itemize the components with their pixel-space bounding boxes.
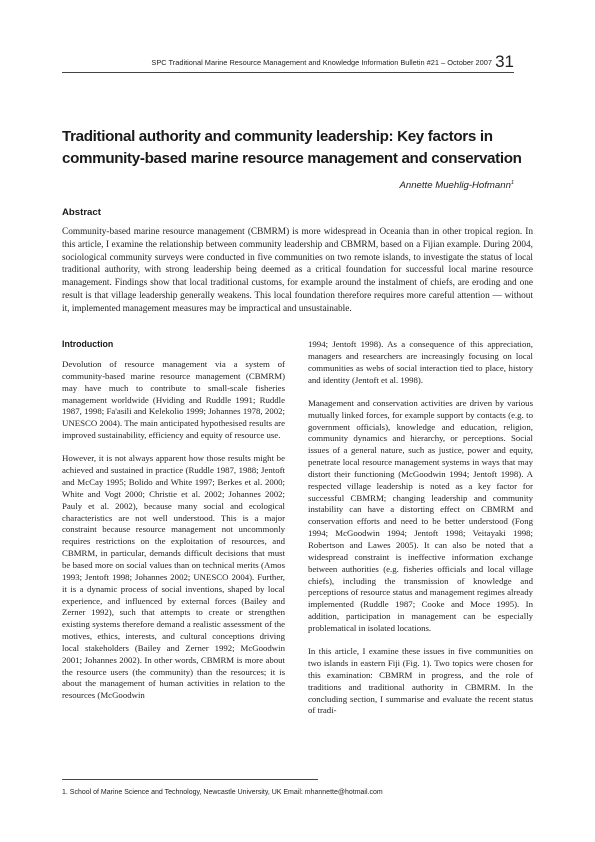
article-title-line-2: community-based marine resource management and conservation — [62, 149, 522, 167]
abstract-heading: Abstract — [62, 207, 101, 218]
author-byline — [399, 180, 514, 191]
body-paragraph: 1994; Jentoft 1998). As a consequence of this appreciation, managers and researchers are increasingly focusing on local communities as webs of social interaction tied to place, history and identity (Jentoft et al. 1998). — [308, 339, 533, 385]
author-name: Annette Muehlig-Hofmann — [399, 180, 511, 192]
running-header — [62, 52, 514, 75]
article-title — [62, 126, 522, 169]
body-column-left — [62, 338, 285, 714]
page-number: 31 — [495, 52, 514, 71]
abstract-text: Community-based marine resource management (CBMRM) is more widespread in Oceania than in other tropical region. In this article, I examine the relationship between community leadership and CBMRM, based on a Fijian example. During 2004, sociological community surveys were conducted in five communities on two remote islands, to investigate the status of local traditional authority, with strong leadership being deemed as a critical foundation for successful local marine resource management. Findings show that local traditional customs, for example around the instalment of chiefs, are eroding and one result is that village leadership generally weakens. This local foundation therefore requires more careful attention — without it, implemented management measures may be impractical and unsustainable. — [62, 227, 533, 314]
footnote: 1. School of Marine Science and Technology, Newcastle University, UK Email: mhannette@hotmail.com — [62, 789, 383, 796]
header-rule — [62, 72, 514, 73]
article-title-line-1: Traditional authority and community leadership: Key factors in — [62, 128, 493, 145]
author-footnote-mark: 1 — [510, 180, 514, 186]
body-column-right — [308, 339, 533, 729]
body-paragraph: In this article, I examine these issues in five communities on two islands in eastern Fiji (Fig. 1). Two topics were chosen for this examination: CBMRM in progress, and the role of traditions and traditional authority in CBMRM. In the concluding section, I summarise and evaluate the recent status of tradi- — [308, 646, 533, 716]
introduction-heading: Introduction — [62, 339, 114, 349]
body-paragraph: Devolution of resource management via a system of community-based marine resource management (CBMRM) may have much to contribute to small-scale fisheries management worldwide (Hviding and Ruddle 1991; Ruddle 1987, 1998; Fa'asili and Kelekolio 1999; Johannes 1978, 2002; UNESCO 2004). The main anticipated hypothesised results are improved sustainability, efficiency and equity of resource use. — [62, 359, 285, 441]
running-title: SPC Traditional Marine Resource Management and Knowledge Information Bulletin #21 – October 2007 — [151, 58, 492, 67]
body-paragraph: However, it is not always apparent how those results might be achieved and sustained in practice (Ruddle 1987, 1988; Jentoft and McCay 1995; Bolido and White 1997; Berkes et al. 2000; White and Vogt 2000; Christie et al. 2002; Johannes 2002; Pauly et al. 2002), because many social and ecological characteristics are not well understood. This is a major constraint because resource management not uncommonly requires restrictions on the exploitation of resources, and CBMRM, in particular, demands difficult decisions that must be based more on social values than on technical merits (Amos 1993; Jentoft 1998; Johannes 2002; UNESCO 2004). Further, it is a dynamic process of social inventions, shaped by local experience, and influenced by external forces (Bailey and Zerner 1992), such that attempts to create or strengthen existing systems therefore demand a realistic assessment of the motives, ethics, interests, and cultural conceptions driving local stakeholders (Bailey and Zerner 1992; McGoodwin 2001; Johannes 2002). In other words, CBMRM is more about the resource users (the community) than the resources; it is about the management of human activities in relation to the resources (McGoodwin — [62, 453, 285, 701]
footnote-rule — [62, 779, 318, 780]
body-paragraph: Management and conservation activities are driven by various mutually linked forces, for example support by contacts (e.g. to government officials), knowledge and education, religion, community dynamics and hierarchy, or perceptions. Social issues of a general nature, such as justice, power and equity, penetrate local resource management systems in ways that may distort their functioning (McGoodwin 1994; Jentoft 1998). A respected village leadership is noted as a key factor for successful CBMRM; changing leadership and community instability can have a distorting effect on CBMRM and conservation efforts and need to be better understood (Fong 1994; McGoodwin 1994; Jentoft 1998; Veitayaki 1998; Robertson and Lawes 2005). It can also be noted that a widespread constraint is ineffective information exchange between authorities (e.g. fisheries officials and local village chiefs), including the transmission of knowledge and perceptions of resource status and management regimes already implemented (Ruddle 1987; Cooke and Moce 1995). In addition, participation in management can be especially problematical in isolated locations. — [308, 397, 533, 633]
